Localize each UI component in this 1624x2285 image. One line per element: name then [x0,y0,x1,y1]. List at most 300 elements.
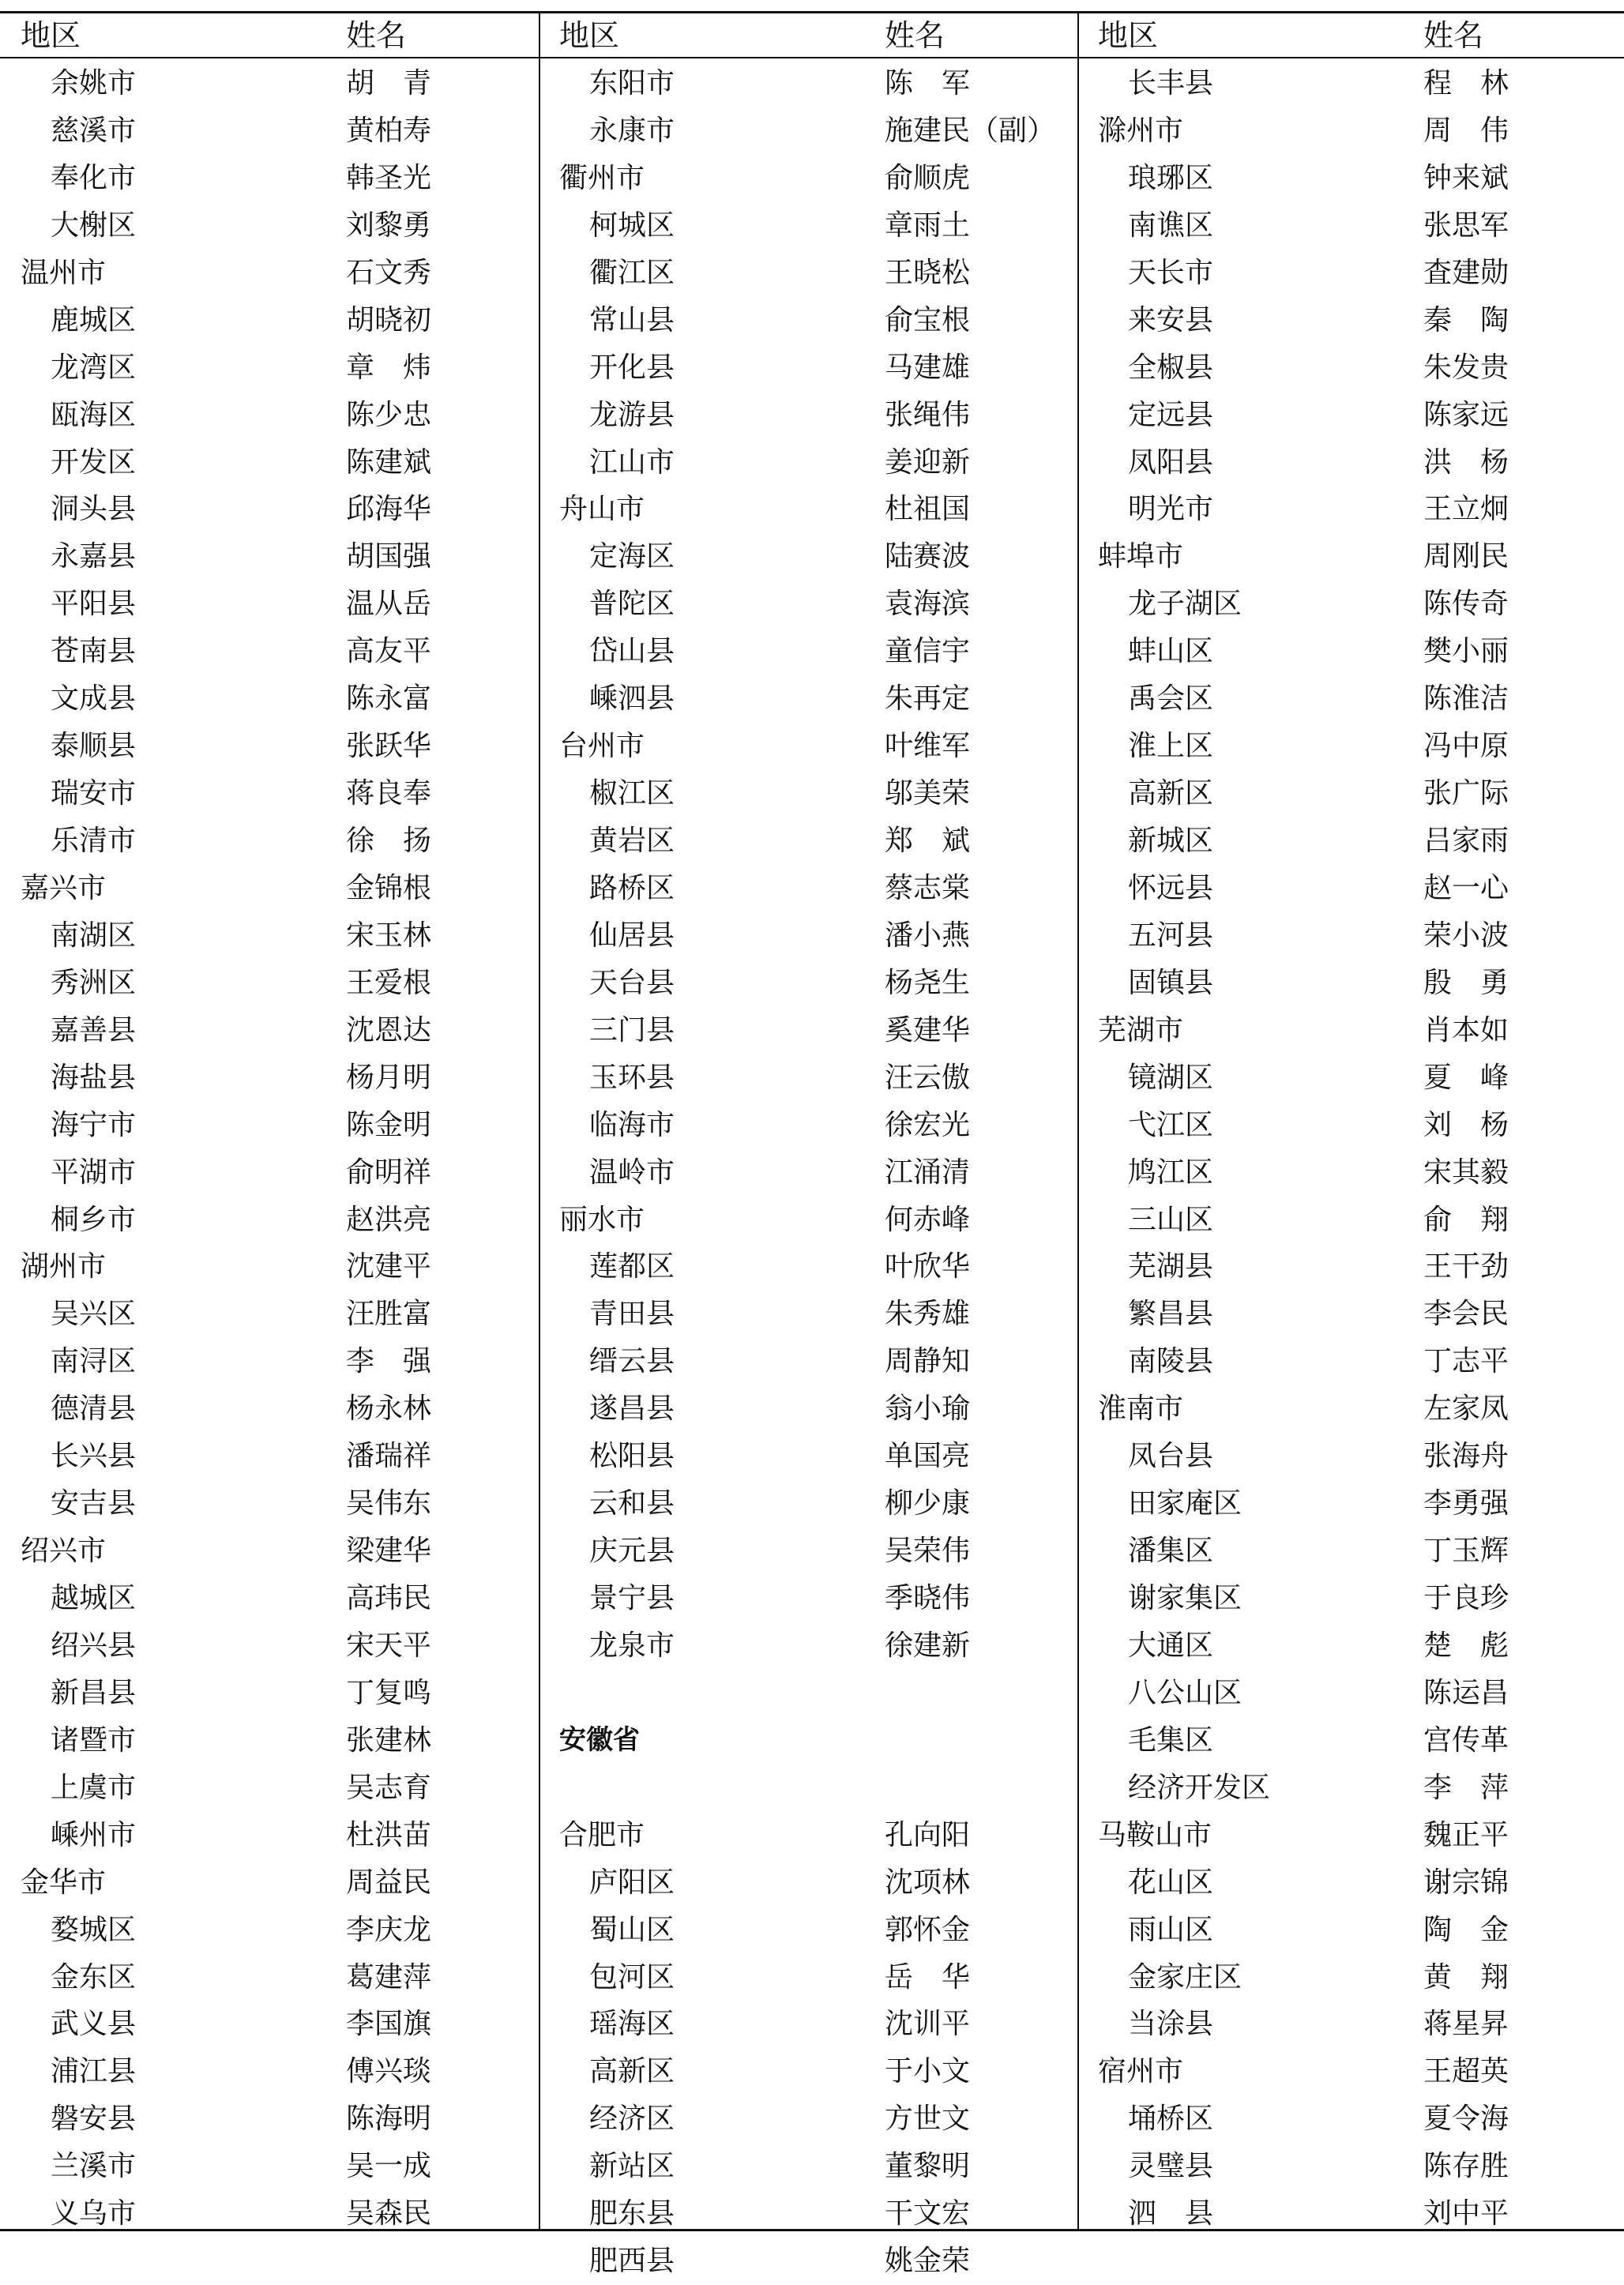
table-row [21,865,558,912]
name-cell: 夏令海 [1423,2103,1509,2136]
name-cell: 韩圣光 [346,161,432,194]
table-row [1098,1528,1624,1575]
table-row [21,2048,558,2095]
region-cell: 开化县 [589,351,675,384]
table-row [559,960,1096,1007]
region-cell: 定远县 [1128,398,1214,431]
region-cell: 衢州市 [559,161,645,194]
table-row [1098,1622,1624,1670]
name-header: 姓名 [1423,18,1484,53]
region-cell: 大通区 [1128,1629,1214,1662]
name-cell: 陈淮洁 [1423,682,1509,716]
name-cell: 程 林 [1423,67,1509,100]
name-cell: 张建林 [346,1723,432,1757]
name-cell: 单国亮 [885,1440,971,1473]
table-row [1098,297,1624,344]
table-row [559,581,1096,628]
table-row [559,1433,1096,1480]
region-cell: 德清县 [51,1392,137,1426]
name-cell: 吴荣伟 [885,1535,971,1568]
name-cell: 冯中原 [1423,730,1509,763]
table-row [21,533,558,581]
region-cell: 慈溪市 [51,114,137,147]
name-cell: 姚金荣 [885,2245,971,2278]
name-cell: 陶 金 [1423,1913,1509,1946]
region-cell: 平湖市 [51,1156,137,1189]
region-cell: 龙子湖区 [1128,588,1242,621]
name-cell: 王干劲 [1423,1250,1509,1283]
name-cell: 陈 军 [885,67,971,100]
region-cell: 东阳市 [589,67,675,100]
name-cell: 章雨土 [885,209,971,242]
region-cell: 温州市 [21,256,107,289]
region-cell: 淮上区 [1128,730,1214,763]
table-row [21,912,558,960]
province-heading-row [559,1717,1096,1764]
name-cell: 张跃华 [346,730,432,763]
region-cell: 丽水市 [559,1203,645,1236]
table-row [559,1622,1096,1670]
table-row [1098,1480,1624,1528]
region-cell: 滁州市 [1098,114,1184,147]
region-cell: 安吉县 [51,1487,137,1520]
region-cell: 鹿城区 [51,303,137,336]
table-row [21,344,558,392]
table-row [21,1622,558,1670]
name-cell: 夏 峰 [1423,1061,1509,1094]
region-cell: 洞头县 [51,493,137,526]
region-cell: 嘉善县 [51,1013,137,1047]
name-cell: 徐宏光 [885,1108,971,1141]
table-row [559,1243,1096,1291]
table-row [21,1717,558,1764]
table-row [559,439,1096,487]
region-cell: 桐乡市 [51,1203,137,1236]
region-cell: 泗 县 [1128,2197,1214,2231]
name-cell: 邬美荣 [885,777,971,810]
name-cell: 杜祖国 [885,493,971,526]
table-row [559,1291,1096,1338]
name-cell: 肖本如 [1423,1013,1509,1047]
region-cell: 天长市 [1128,256,1214,289]
region-cell: 遂昌县 [589,1392,675,1426]
region-cell: 芜湖县 [1128,1250,1214,1283]
name-cell: 岳 华 [885,1960,971,1994]
region-cell: 云和县 [589,1487,675,1520]
table-row [559,2001,1096,2048]
region-cell: 嵊州市 [51,1818,137,1851]
name-cell: 高友平 [346,635,432,668]
table-row [559,1007,1096,1054]
table-row [1098,2001,1624,2048]
name-cell: 沈项林 [885,1866,971,1899]
name-cell: 江涌清 [885,1156,971,1189]
region-cell: 马鞍山市 [1098,1818,1212,1851]
table-row [21,1243,558,1291]
name-cell: 孔向阳 [885,1818,971,1851]
region-cell: 金家庄区 [1128,1960,1242,1994]
region-cell: 当涂县 [1128,2008,1214,2041]
region-cell: 庐阳区 [589,1866,675,1899]
name-cell: 蔡志棠 [885,871,971,904]
table-row [21,1433,558,1480]
name-cell: 干文宏 [885,2197,971,2231]
region-cell: 临海市 [589,1108,675,1141]
region-cell: 越城区 [51,1582,137,1614]
region-cell: 花山区 [1128,1866,1214,1899]
name-cell: 陈金明 [346,1108,432,1141]
region-cell: 舟山市 [559,493,645,526]
table-row [21,1197,558,1244]
table-row [1098,2190,1624,2238]
region-cell: 经济区 [589,2103,675,2136]
region-cell: 玉环县 [589,1061,675,1094]
region-cell: 磐安县 [51,2103,137,2136]
name-cell: 李庆龙 [346,1913,432,1946]
table-row [21,1102,558,1149]
name-cell: 徐 扬 [346,825,432,857]
name-cell: 朱再定 [885,682,971,716]
name-cell: 秦 陶 [1423,303,1509,336]
table-row [559,107,1096,155]
region-cell: 永康市 [589,114,675,147]
region-cell: 淮南市 [1098,1392,1184,1426]
table-row [1098,1907,1624,1954]
region-cell: 宿州市 [1098,2055,1184,2088]
region-cell: 凤台县 [1128,1440,1214,1473]
table-row [21,60,558,107]
region-cell: 明光市 [1128,493,1214,526]
table-row [559,392,1096,439]
name-cell: 宋玉林 [346,919,432,952]
name-cell: 李国旗 [346,2008,432,2041]
table-row [559,1149,1096,1197]
name-cell: 柳少康 [885,1487,971,1520]
table-row [559,155,1096,202]
name-cell: 于小文 [885,2055,971,2088]
table-row [559,770,1096,817]
row-list [1098,60,1624,2238]
name-cell: 査建勋 [1423,256,1509,289]
name-cell: 左家凤 [1423,1392,1509,1426]
table-row [21,250,558,297]
name-cell: 郑 斌 [885,825,971,857]
region-cell: 南浔区 [51,1345,137,1378]
table-row [21,581,558,628]
region-cell: 兰溪市 [51,2150,137,2183]
table-row [559,1907,1096,1954]
table-row [21,202,558,250]
name-cell: 谢宗锦 [1423,1866,1509,1899]
table-row [21,960,558,1007]
region-cell: 固镇县 [1128,966,1214,999]
name-cell: 宫传革 [1423,1723,1509,1757]
region-cell: 江山市 [589,445,675,479]
spacer-row [559,1670,1096,1717]
name-cell: 潘小燕 [885,919,971,952]
name-cell: 张思军 [1423,209,1509,242]
name-cell: 沈训平 [885,2008,971,2041]
name-cell: 杨永林 [346,1392,432,1426]
region-cell: 瓯海区 [51,398,137,431]
table-row [559,202,1096,250]
table-row [21,1480,558,1528]
table-row [1098,1291,1624,1338]
table-row [1098,1764,1624,1812]
region-cell: 嘉兴市 [21,871,107,904]
table-row [559,1054,1096,1102]
region-cell: 缙云县 [589,1345,675,1378]
name-cell: 宋天平 [346,1629,432,1662]
region-cell: 凤阳县 [1128,445,1214,479]
name-cell: 高玮民 [346,1582,432,1614]
table-row [1098,1338,1624,1385]
table-row [1098,1433,1624,1480]
name-cell: 潘瑞祥 [346,1440,432,1473]
table-row [1098,770,1624,817]
table-row [21,107,558,155]
region-cell: 定海区 [589,540,675,573]
name-cell: 汪云傲 [885,1061,971,1094]
region-cell: 芜湖市 [1098,1013,1184,1047]
name-cell: 胡国强 [346,540,432,573]
name-cell: 魏正平 [1423,1818,1509,1851]
table-row [1098,2095,1624,2143]
region-cell: 常山县 [589,303,675,336]
region-cell: 湖州市 [21,1250,107,1283]
region-cell: 长丰县 [1128,67,1214,100]
row-list [559,60,1096,2285]
region-cell: 浦江县 [51,2055,137,2088]
table-row [21,2190,558,2238]
region-cell: 龙泉市 [589,1629,675,1662]
region-cell: 肥东县 [589,2197,675,2231]
region-cell: 吴兴区 [51,1298,137,1331]
table-row [1098,392,1624,439]
table-row [21,2001,558,2048]
table-row [1098,1954,1624,2001]
table-row [21,1954,558,2001]
region-cell: 南湖区 [51,919,137,952]
name-cell: 沈建平 [346,1250,432,1283]
table-row [559,1480,1096,1528]
table-row [1098,1385,1624,1433]
table-row [21,1528,558,1575]
table-row [559,1385,1096,1433]
region-cell: 松阳县 [589,1440,675,1473]
name-cell: 吕家雨 [1423,825,1509,857]
region-cell: 蚌山区 [1128,635,1214,668]
name-cell: 吴一成 [346,2150,432,2183]
name-cell: 丁复鸣 [346,1676,432,1709]
name-cell: 赵一心 [1423,871,1509,904]
table-row [1098,1575,1624,1622]
region-cell: 绍兴县 [51,1629,137,1662]
table-row [559,1197,1096,1244]
name-cell: 俞 翔 [1423,1203,1509,1236]
province-heading: 安徽省 [559,1723,640,1756]
region-cell: 镜湖区 [1128,1061,1214,1094]
name-cell: 叶维军 [885,730,971,763]
name-cell: 傅兴琰 [346,2055,432,2088]
region-cell: 苍南县 [51,635,137,668]
table-row [21,1054,558,1102]
table-row [21,297,558,344]
table-row [1098,817,1624,865]
name-cell: 方世文 [885,2103,971,2136]
table-row [21,1291,558,1338]
region-cell: 埇桥区 [1128,2103,1214,2136]
region-cell: 路桥区 [589,871,675,904]
region-cell: 开发区 [51,445,137,479]
region-cell: 三门县 [589,1013,675,1047]
region-header: 地区 [21,18,81,53]
table-row [559,2238,1096,2285]
table-row [559,2048,1096,2095]
name-cell: 樊小丽 [1423,635,1509,668]
table-row [559,60,1096,107]
table-row [1098,107,1624,155]
table-row [559,1102,1096,1149]
name-cell: 董黎明 [885,2150,971,2183]
region-cell: 高新区 [589,2055,675,2088]
name-cell: 翁小瑜 [885,1392,971,1426]
region-cell: 长兴县 [51,1440,137,1473]
table-row [1098,533,1624,581]
name-cell: 洪 杨 [1423,445,1509,479]
name-cell: 陈建斌 [346,445,432,479]
region-cell: 毛集区 [1128,1723,1214,1757]
name-cell: 周刚民 [1423,540,1509,573]
table-row [1098,628,1624,675]
region-cell: 五河县 [1128,919,1214,952]
table-row [21,392,558,439]
region-cell: 八公山区 [1128,1676,1242,1709]
region-cell: 瑶海区 [589,2008,675,2041]
region-cell: 上虞市 [51,1771,137,1804]
name-cell: 何赤峰 [885,1203,971,1236]
region-cell: 文成县 [51,682,137,716]
name-cell: 周静知 [885,1345,971,1378]
region-cell: 南陵县 [1128,1345,1214,1378]
table-row [21,1859,558,1907]
table-row [559,1812,1096,1859]
table-row [1098,865,1624,912]
table-row [21,1385,558,1433]
table-row [21,1907,558,1954]
name-cell: 石文秀 [346,256,432,289]
table-row [1098,439,1624,487]
name-cell: 俞明祥 [346,1156,432,1189]
table-row [21,628,558,675]
name-cell: 杜洪苗 [346,1818,432,1851]
table-row [559,486,1096,533]
region-cell: 庆元县 [589,1535,675,1568]
table-row [1098,2143,1624,2190]
region-cell: 义乌市 [51,2197,137,2231]
name-cell: 陈永富 [346,682,432,716]
name-cell: 李 萍 [1423,1771,1509,1804]
table-row [559,723,1096,770]
table-row [1098,1670,1624,1717]
region-cell: 泰顺县 [51,730,137,763]
region-cell: 潘集区 [1128,1535,1214,1568]
table-row [21,675,558,723]
header-rule [0,57,1624,58]
name-cell: 王晓松 [885,256,971,289]
region-cell: 景宁县 [589,1582,675,1614]
region-header: 地区 [559,18,620,53]
region-cell: 金华市 [21,1866,107,1899]
region-cell: 高新区 [1128,777,1214,810]
table-row [21,2143,558,2190]
region-cell: 雨山区 [1128,1913,1214,1946]
region-cell: 温岭市 [589,1156,675,1189]
table-row [21,1149,558,1197]
name-cell: 殷 勇 [1423,966,1509,999]
region-cell: 海宁市 [51,1108,137,1141]
table-row [1098,1149,1624,1197]
table-row [559,2143,1096,2190]
region-cell: 台州市 [559,730,645,763]
region-cell: 经济开发区 [1128,1771,1271,1804]
table-row [559,1528,1096,1575]
table-row [1098,202,1624,250]
name-cell: 温从岳 [346,588,432,621]
region-cell: 包河区 [589,1960,675,1994]
row-list [21,60,558,2238]
name-cell: 陈传奇 [1423,588,1509,621]
table-row [1098,250,1624,297]
name-cell: 姜迎新 [885,445,971,479]
name-cell: 邱海华 [346,493,432,526]
region-cell: 黄岩区 [589,825,675,857]
name-cell: 陈家远 [1423,398,1509,431]
name-cell: 荣小波 [1423,919,1509,952]
name-cell: 汪胜富 [346,1298,432,1331]
name-cell: 黄 翔 [1423,1960,1509,1994]
name-cell: 张海舟 [1423,1440,1509,1473]
region-cell: 全椒县 [1128,351,1214,384]
name-cell: 吴森民 [346,2197,432,2231]
name-cell: 陈少忠 [346,398,432,431]
name-cell: 李会民 [1423,1298,1509,1331]
name-cell: 蒋星昇 [1423,2008,1509,2041]
region-cell: 诸暨市 [51,1723,137,1757]
region-cell: 永嘉县 [51,540,137,573]
region-cell: 新城区 [1128,825,1214,857]
table-row [559,912,1096,960]
region-cell: 青田县 [589,1298,675,1331]
region-cell: 来安县 [1128,303,1214,336]
table-row [21,155,558,202]
name-cell: 陆赛波 [885,540,971,573]
region-cell: 秀洲区 [51,966,137,999]
region-cell: 金东区 [51,1960,137,1994]
name-cell: 葛建萍 [346,1960,432,1994]
region-cell: 余姚市 [51,67,137,100]
name-cell: 陈运昌 [1423,1676,1509,1709]
region-cell: 肥西县 [589,2245,675,2278]
name-cell: 季晓伟 [885,1582,971,1614]
name-cell: 叶欣华 [885,1250,971,1283]
name-cell: 吴志育 [346,1771,432,1804]
name-cell: 周益民 [346,1866,432,1899]
name-cell: 于良珍 [1423,1582,1509,1614]
name-cell: 刘 杨 [1423,1108,1509,1141]
name-cell: 李 强 [346,1345,432,1378]
name-cell: 黄柏寿 [346,114,432,147]
